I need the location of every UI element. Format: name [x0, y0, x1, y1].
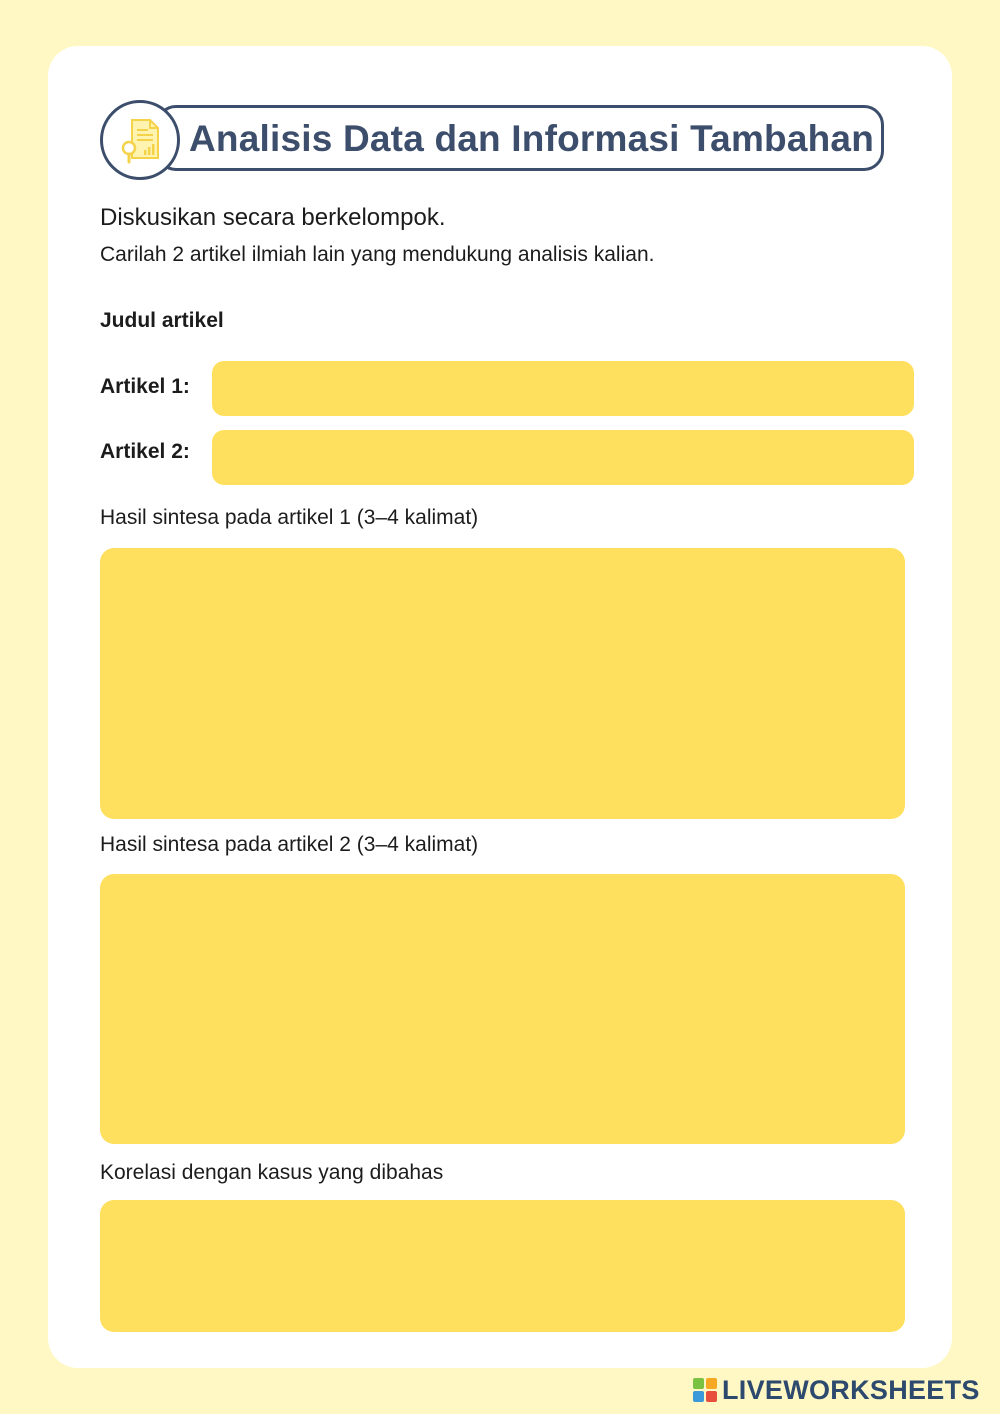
article-title-heading: Judul artikel [100, 309, 224, 332]
correlation-caption: Korelasi dengan kasus yang dibahas [100, 1161, 444, 1184]
article-1-label: Artikel 1: [100, 375, 190, 398]
subtitle: Diskusikan secara berkelompok. [100, 204, 446, 231]
synthesis-1-caption: Hasil sintesa pada artikel 1 (3–4 kalimat) [100, 506, 479, 529]
page-title: Analisis Data dan Informasi Tambahan [189, 118, 875, 159]
article-2-title-field[interactable] [212, 430, 914, 485]
synthesis-2-caption: Hasil sintesa pada artikel 2 (3–4 kalimat) [100, 833, 479, 856]
synthesis-1-textarea[interactable] [100, 548, 905, 819]
brand-text: LIVEWORKSHEETS [722, 1374, 980, 1405]
synthesis-2-textarea[interactable] [100, 874, 905, 1144]
liveworksheets-logo-icon [692, 1377, 718, 1403]
correlation-textarea[interactable] [100, 1200, 905, 1332]
article-2-label: Artikel 2: [100, 440, 190, 463]
article-1-title-field[interactable] [212, 361, 914, 416]
header [100, 100, 890, 182]
instruction-text: Carilah 2 artikel ilmiah lain yang mendukung analisis kalian. [100, 243, 655, 266]
document-chart-search-icon [100, 100, 180, 180]
liveworksheets-brand [692, 1374, 980, 1406]
